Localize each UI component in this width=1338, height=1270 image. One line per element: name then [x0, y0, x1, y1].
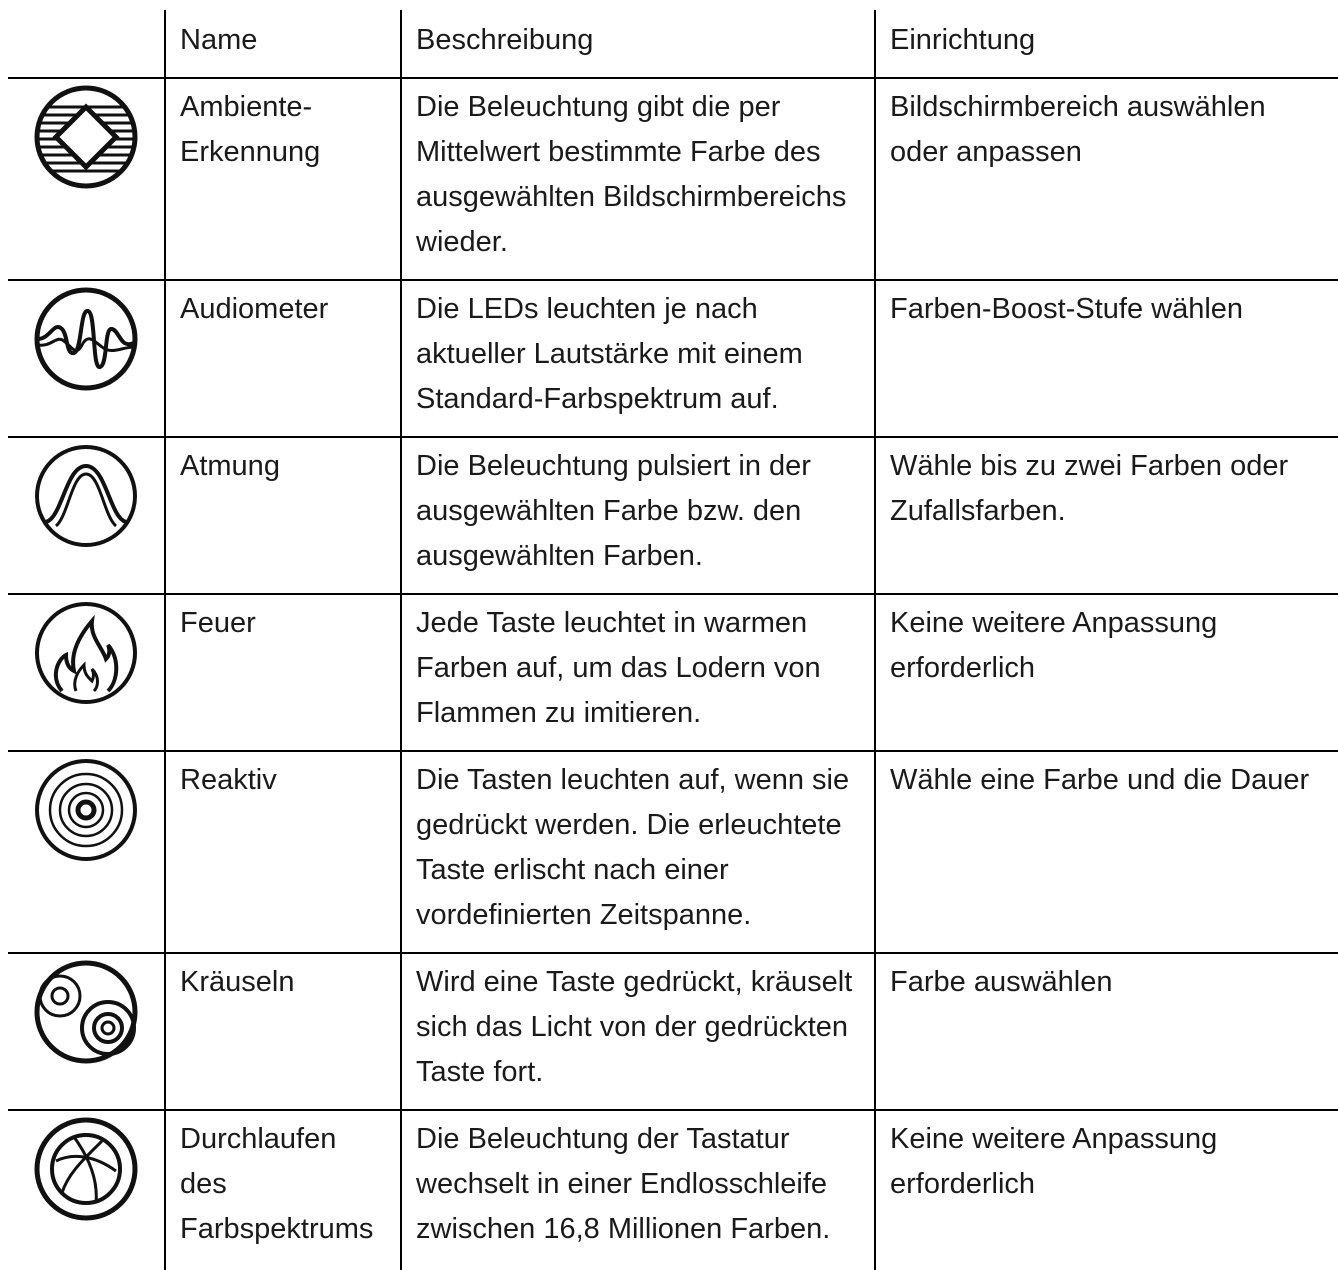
header-setup: Einrichtung: [875, 10, 1338, 78]
table-row: [8, 280, 1338, 437]
header-name: Name: [165, 10, 401, 78]
effect-setup: Farben-Boost-Stufe wählen: [875, 280, 1338, 437]
effect-name: Kräuseln: [165, 953, 401, 1110]
lighting-effects-table: [8, 10, 1338, 1270]
effect-description: Wird eine Taste gedrückt, kräuselt sich das Licht von der gedrückten Taste fort.: [401, 953, 875, 1110]
effect-description: Die Beleuchtung pulsiert in der ausgewählten Farbe bzw. den ausgewählten Farben.: [401, 437, 875, 594]
effect-description: Die Beleuchtung gibt die per Mittelwert bestimmte Farbe des ausgewählten Bildschirmbereichs wieder.: [401, 78, 875, 280]
effect-description: Die Beleuchtung der Tastatur wechselt in einer Endlosschleife zwischen 16,8 Millionen Farben.: [401, 1110, 875, 1270]
header-icon-cell: [8, 10, 165, 78]
icon-cell: [8, 280, 165, 437]
effect-name: Audiometer: [165, 280, 401, 437]
icon-cell: [8, 437, 165, 594]
icon-cell: [8, 751, 165, 953]
icon-cell: [8, 953, 165, 1110]
icon-cell: [8, 78, 165, 280]
audio-meter-icon: [32, 285, 140, 393]
effect-setup: Wähle bis zu zwei Farben oder Zufallsfarben.: [875, 437, 1338, 594]
effect-name: Feuer: [165, 594, 401, 751]
table-row: [8, 78, 1338, 280]
effect-description: Die LEDs leuchten je nach aktueller Lautstärke mit einem Standard-Farbspektrum auf.: [401, 280, 875, 437]
table-row: [8, 751, 1338, 953]
ripple-icon: [32, 958, 140, 1066]
effect-setup: Keine weitere Anpassung erforderlich: [875, 1110, 1338, 1270]
table-row: [8, 953, 1338, 1110]
effect-description: Die Tasten leuchten auf, wenn sie gedrückt werden. Die erleuchtete Taste erlischt nach einer vordefinierten Zeitspanne.: [401, 751, 875, 953]
header-description: Beschreibung: [401, 10, 875, 78]
fire-icon: [32, 599, 140, 707]
table-row: [8, 594, 1338, 751]
table-row: [8, 1110, 1338, 1270]
effect-name: Atmung: [165, 437, 401, 594]
icon-cell: [8, 594, 165, 751]
spectrum-cycling-icon: [32, 1115, 140, 1223]
effect-description: Jede Taste leuchtet in warmen Farben auf, um das Lodern von Flammen zu imitieren.: [401, 594, 875, 751]
effect-setup: Farbe auswählen: [875, 953, 1338, 1110]
effect-setup: Bildschirmbereich auswählen oder anpassen: [875, 78, 1338, 280]
effect-name: Reaktiv: [165, 751, 401, 953]
effect-name: Durchlaufen des Farbspektrums: [165, 1110, 401, 1270]
reactive-icon: [32, 756, 140, 864]
icon-cell: [8, 1110, 165, 1270]
effect-setup: Keine weitere Anpassung erforderlich: [875, 594, 1338, 751]
effect-name: Ambiente-Erkennung: [165, 78, 401, 280]
ambient-awareness-icon: [32, 83, 140, 191]
breathing-icon: [32, 442, 140, 550]
table-header-row: [8, 10, 1338, 78]
table-row: [8, 437, 1338, 594]
effect-setup: Wähle eine Farbe und die Dauer: [875, 751, 1338, 953]
